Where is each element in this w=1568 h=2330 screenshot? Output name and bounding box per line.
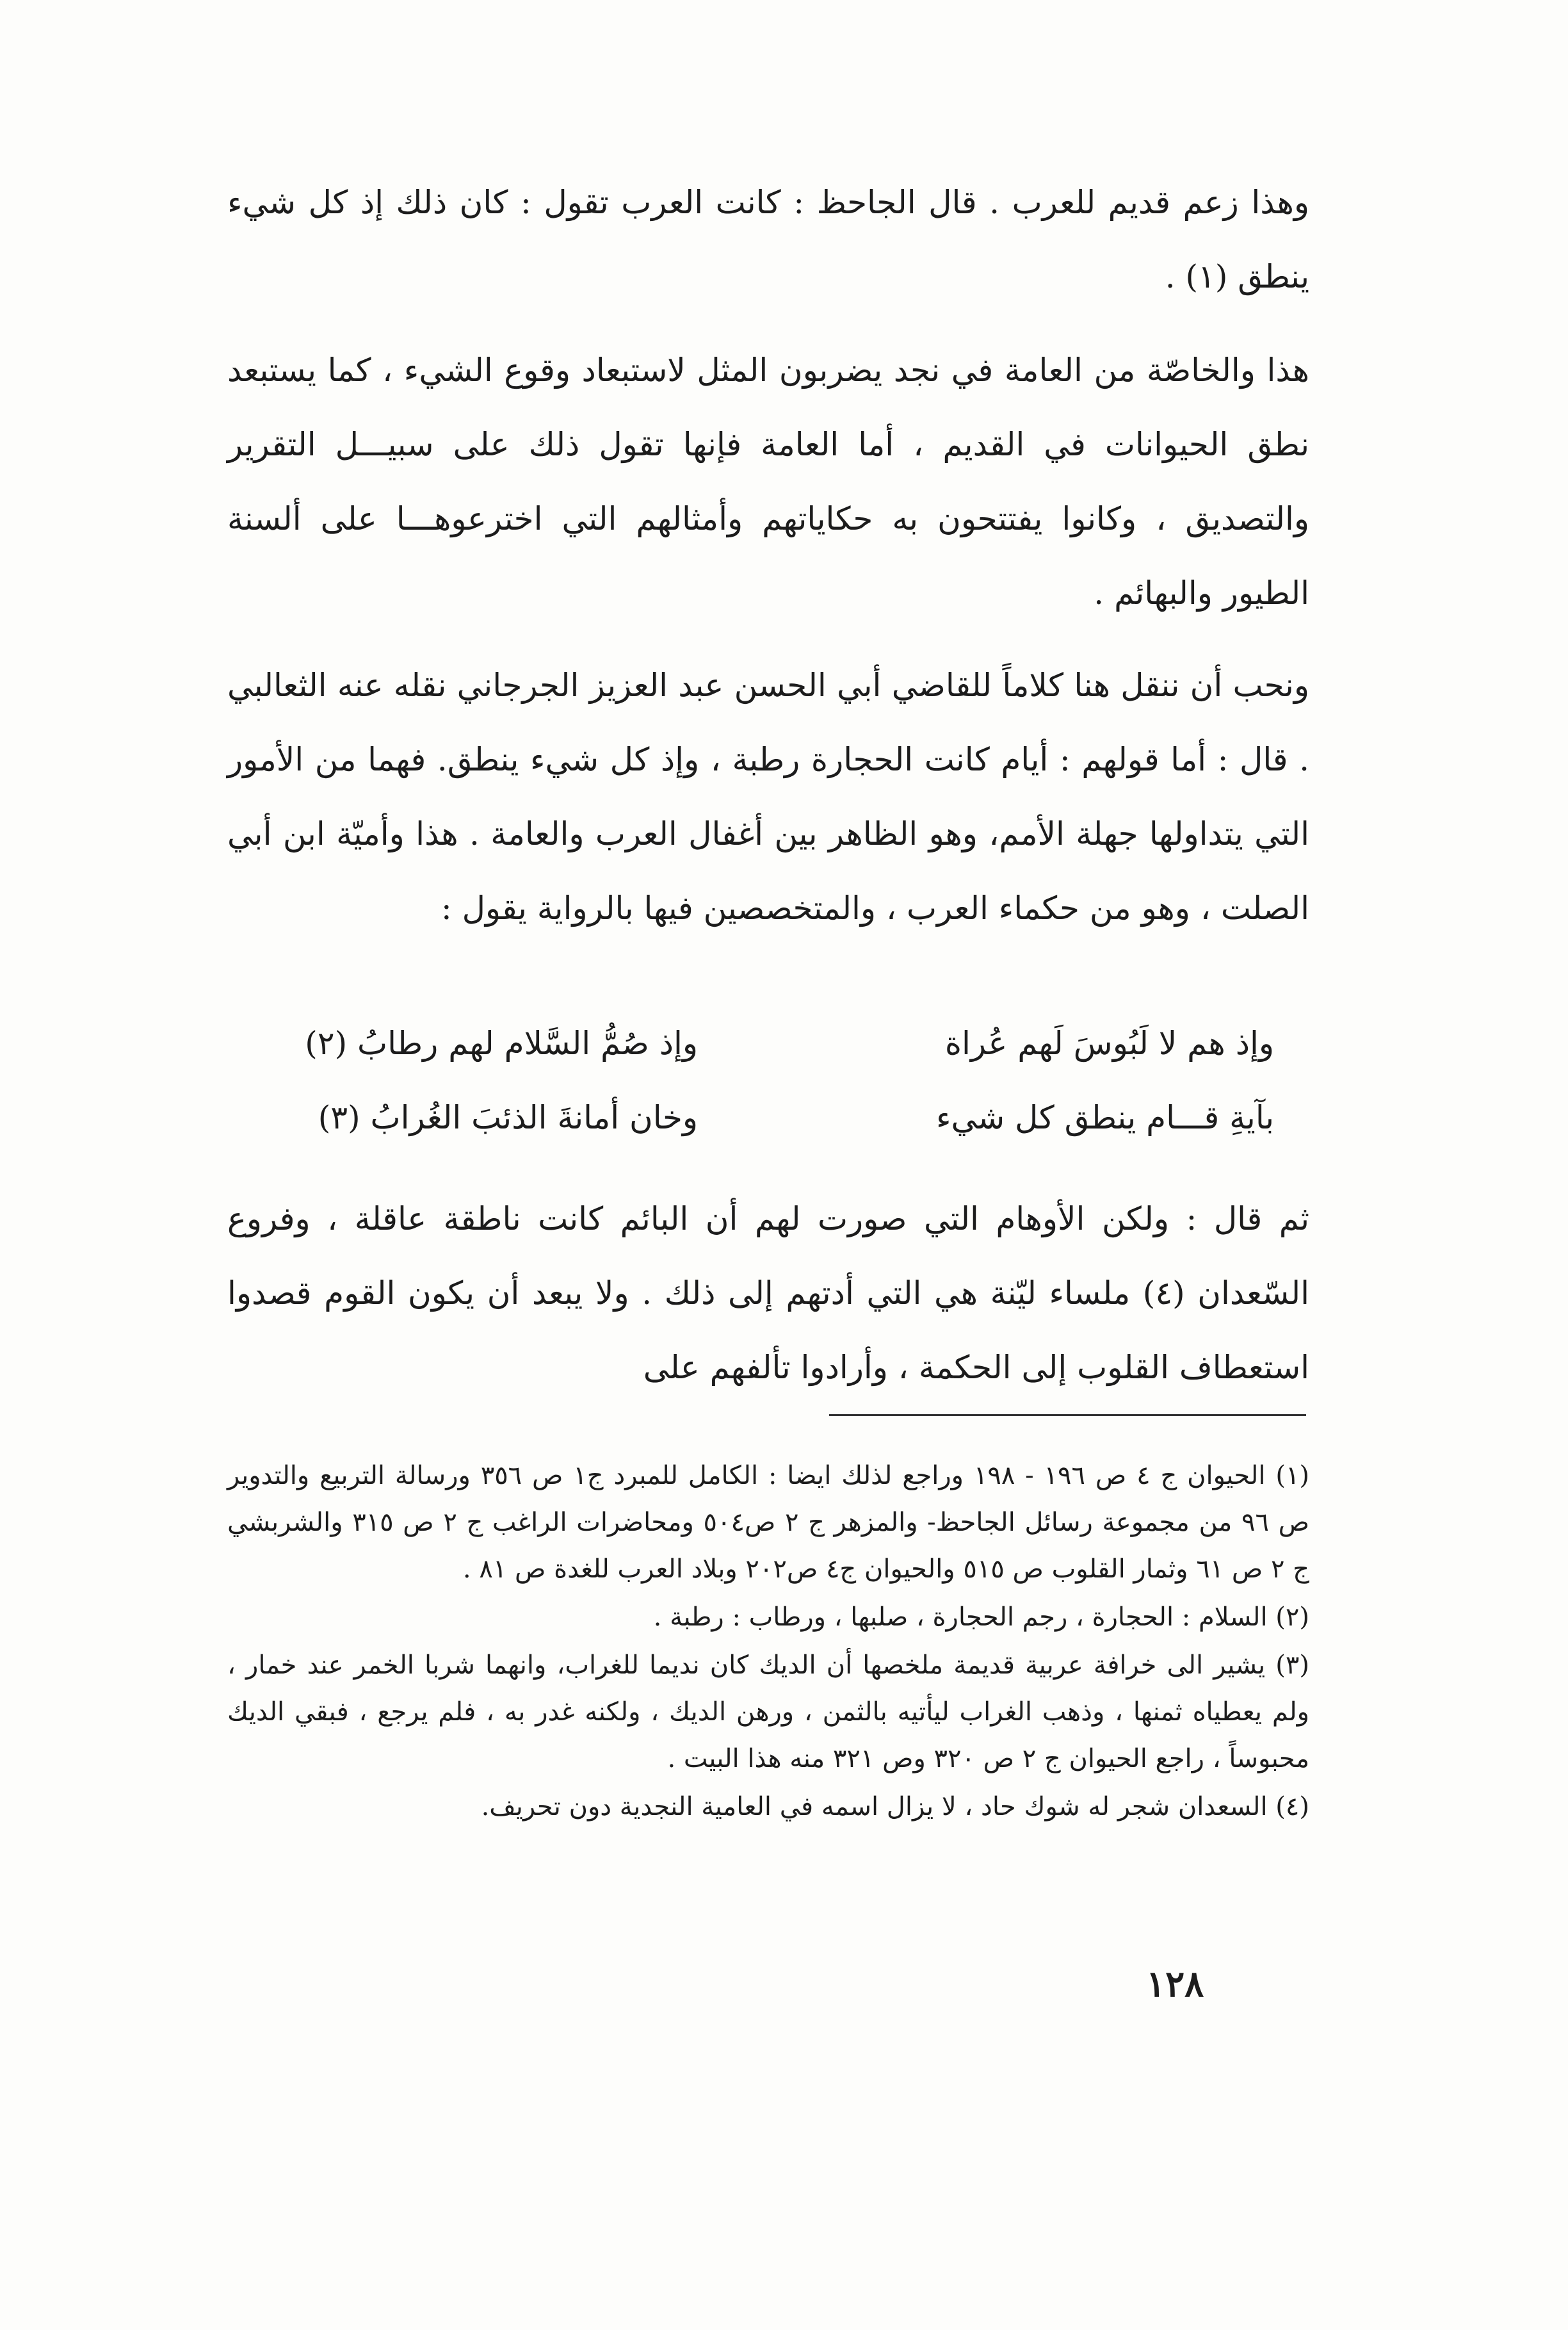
poem-verse-2 [275,1080,1274,1154]
paragraph-1: وهذا زعم قديم للعرب . قال الجاحظ : كانت العرب تقول : كان ذلك إذ كل شيء ينطق (١) . [227,184,1309,295]
paragraph-3: ونحب أن ننقل هنا كلاماً للقاضي أبي الحسن عبد العزيز الجرجاني نقله عنه الثعالبي . قال : أما قولهم : أيام كانت الحجارة رطبة ، وإذ كل شيء ينطق. فهما من الأمور التي يتداولها جهلة الأمم، وهو الظاهر بين أغفال العرب والعامة . هذا وأميّة ابن أبي الصلت ، وهو من حكماء العرب ، والمتخصصين فيها بالرواية يقول : [227,667,1309,927]
verse-2-first-hemistich: بآيةِ قـــام ينطق كل شيء [936,1099,1274,1136]
footnote-separator [829,1414,1306,1416]
poem-verse-1 [275,1006,1274,1080]
verse-1-first-hemistich: وإذ هم لا لَبُوسَ لَهم عُراة [944,1025,1274,1062]
footnotes [227,1453,1309,1832]
footnote-1: (١) الحيوان ج ٤ ص ١٩٦ - ١٩٨ وراجع لذلك ايضا : الكامل للمبرد ج١ ص ٣٥٦ ورسالة التربيع والتدوير ص ٩٦ من مجموعة رسائل الجاحظ- والمزهر ج ٢ ص٥٠٤ ومحاضرات الراغب ج ٢ ص ٣١٥ والشربشي ج ٢ ص ٦١ وثمار القلوب ص ٥١٥ والحيوان ج٤ ص٢٠٢ وبلاد العرب للغدة ص ٨١ . [227,1461,1310,1584]
footnote-2: (٢) السلام : الحجارة ، رجم الحجارة ، صلبها ، ورطاب : رطبة . [653,1602,1309,1632]
footnote-4: (٤) السعدان شجر له شوك حاد ، لا يزال اسمه في العامية النجدية دون تحريف. [481,1792,1309,1821]
footnote-3: (٣) يشير الى خرافة عربية قديمة ملخصها أن الديك كان نديما للغراب، وانهما شربا الخمر عند خمار ، ولم يعطياه ثمنها ، وذهب الغراب ليأتيه بالثمن ، ورهن الديك ، ولكنه غدر به ، فلم يرجع ، فبقي الديك محبوساً ، راجع الحيوان ج ٢ ص ٣٢٠ وص ٣٢١ منه هذا البيت . [227,1650,1309,1773]
page-number: ١٢٨ [1146,1963,1204,2005]
verse-2-second-hemistich: وخان أمانةَ الذئبَ الغُرابُ (٣) [318,1099,698,1136]
paragraph-2: هذا والخاصّة من العامة في نجد يضربون المثل لاستبعاد وقوع الشيء ، كما يستبعد نطق الحيوانات في القديم ، أما العامة فإنها تقول ذلك على سبيـــل التقرير والتصديق ، وكانوا يفتتحون به حكاياتهم وأمثالهم التي اخترعوهـــا على ألسنة الطيور والبهائم . [227,352,1309,612]
paragraph-4: ثم قال : ولكن الأوهام التي صورت لهم أن البائم كانت ناطقة عاقلة ، وفروع السّعدان (٤) ملساء ليّنة هي التي أدتهم إلى ذلك . ولا يبعد أن يكون القوم قصدوا استعطاف القلوب إلى الحكمة ، وأرادوا تألفهم على [227,1200,1310,1386]
verse-1-second-hemistich: وإذ صُمُّ السَّلام لهم رطابُ (٢) [305,1025,698,1062]
